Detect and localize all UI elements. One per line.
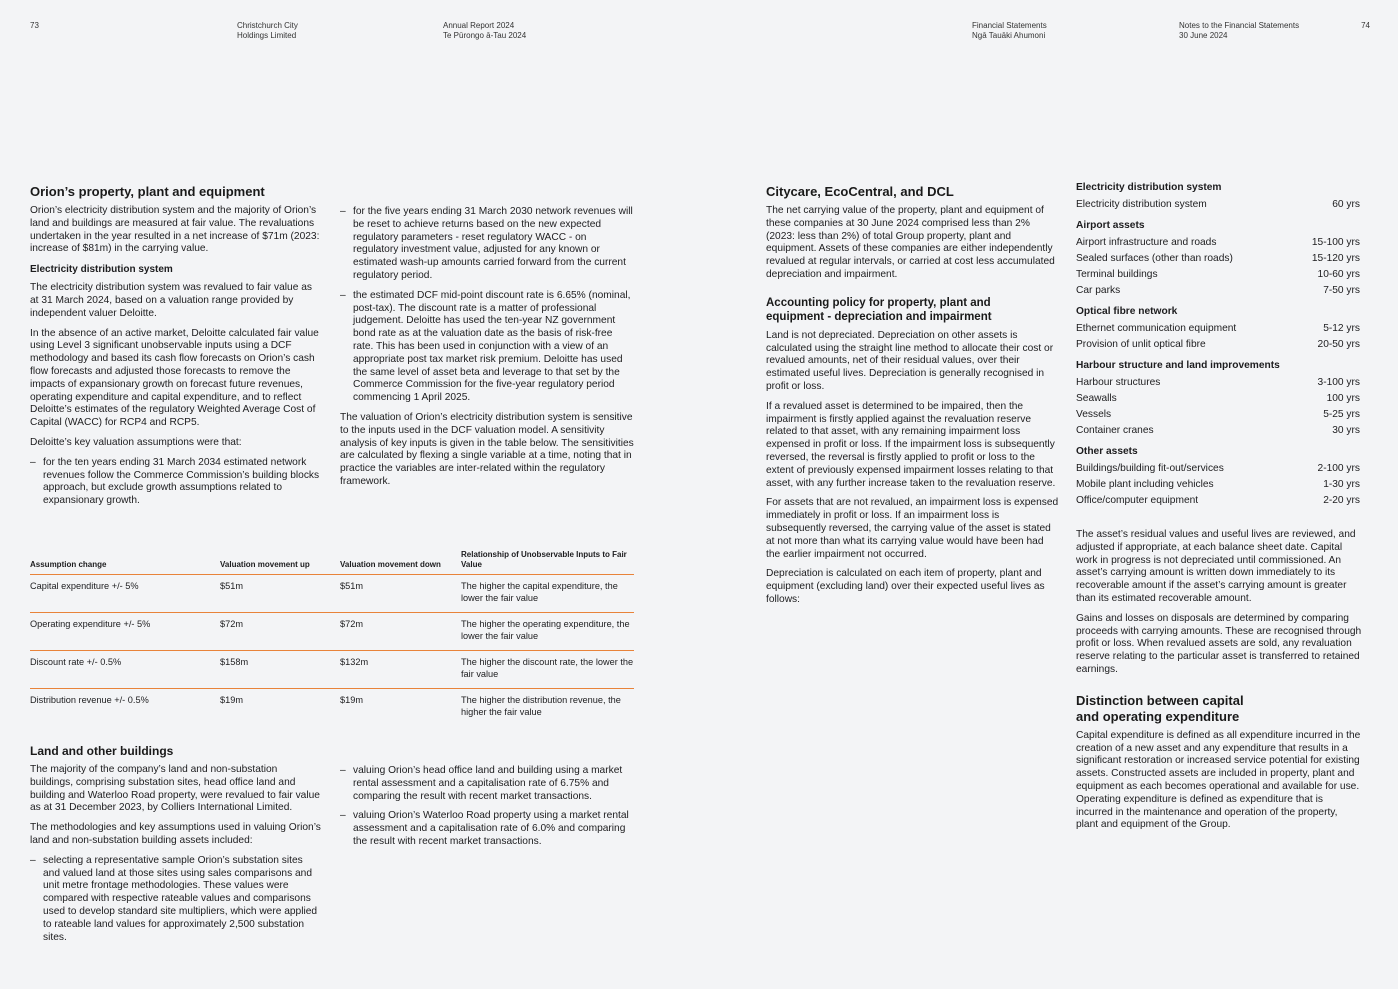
table-row bbox=[30, 651, 634, 689]
table-row bbox=[30, 613, 634, 651]
orion-ppe-heading: Orion’s property, plant and equipment bbox=[30, 184, 265, 199]
citycare-heading: Citycare, EcoCentral, and DCL bbox=[766, 184, 954, 199]
table-cell: $72m bbox=[340, 619, 363, 629]
policy-paragraph-1: Land is not depreciated. Depreciation on other assets is calculated using the straight line method to allocate their cost or revalued amounts, net of their residual values, over their estimated useful lives. Depreciation is generally recognised in profit or loss. bbox=[766, 329, 1054, 392]
asset-life-row: Terminal buildings 10-60 yrs bbox=[1076, 269, 1360, 280]
residual-paragraph-2: Gains and losses on disposals are determined by comparing proceeds with carrying amounts. These are recognised through profit or loss. When revalued assets are sold, any revaluation reserve relating to the particular asset is transferred to retained earnings. bbox=[1076, 612, 1362, 675]
table-cell: Capital expenditure +/- 5% bbox=[30, 581, 139, 591]
citycare-paragraph: The net carrying value of the property, plant and equipment of these companies at 30 June 2024 comprised less than 2% (2023: less than 2%) of total Group property, plant and equipment. Assets of these companies are either independently revalued at regular intervals, or carried at cost less accumulated depreciation and impairment. bbox=[766, 205, 1055, 280]
asset-life-row: Seawalls 100 yrs bbox=[1076, 393, 1360, 404]
table-cell: $19m bbox=[340, 695, 363, 705]
methodology-bullet: – valuing Orion’s Waterloo Road property using a market rental assessment and a capitalisation rate of 6.0% and comparing the result with recent market transactions. bbox=[340, 810, 629, 847]
orion-ppe-section bbox=[30, 184, 322, 515]
policy-heading: Accounting policy for property, plant and equipment - depreciation and impairment bbox=[766, 296, 992, 323]
distinction-heading: Distinction between capital and operating expenditure bbox=[1076, 692, 1244, 724]
land-buildings-column-2 bbox=[340, 765, 634, 856]
asset-life-row: Sealed surfaces (other than roads) 15-120 yrs bbox=[1076, 253, 1360, 264]
table-cell: Distribution revenue +/- 0.5% bbox=[30, 695, 149, 705]
table-cell: The higher the discount rate, the lower the fair value bbox=[461, 657, 634, 679]
assumption-bullet: – for the ten years ending 31 March 2034 estimated network revenues follow the Commerce Commission’s building blocks approach, but exclude growth assumptions related to expansionary growth. bbox=[30, 456, 320, 507]
table-cell: Discount rate +/- 0.5% bbox=[30, 657, 122, 667]
asset-life-row: Harbour structures 3-100 yrs bbox=[1076, 377, 1360, 388]
eds-paragraph-3: Deloitte’s key valuation assumptions were that: bbox=[30, 436, 242, 448]
notes-title: Notes to the Financial Statements 30 June 2024 bbox=[1179, 21, 1300, 40]
table-cell: $51m bbox=[340, 581, 363, 591]
asset-group-heading: Other assets bbox=[1076, 446, 1138, 457]
policy-paragraph-3: For assets that are not revalued, an impairment loss is expensed immediately in profit or loss. If an impairment loss is subsequently reversed, the carrying value of the asset is stated at not more than what its carrying value would have been had the earlier impairment not occurred. bbox=[766, 497, 1059, 560]
right-page-number: 74 bbox=[1361, 21, 1370, 30]
table-row bbox=[30, 689, 634, 726]
table-cell: $19m bbox=[220, 695, 243, 705]
asset-life-row: Mobile plant including vehicles 1-30 yrs bbox=[1076, 479, 1360, 490]
report-title: Annual Report 2024 Te Pūrongo ā-Tau 2024 bbox=[443, 21, 527, 40]
table-header-row bbox=[30, 550, 634, 575]
methodology-bullet: – valuing Orion’s head office land and building using a market rental assessment and a capitalisation rate of 6.75% and comparing the result with recent market transactions. bbox=[340, 765, 623, 802]
asset-life-row: Car parks 7-50 yrs bbox=[1076, 285, 1360, 296]
section-title: Financial Statements Ngā Tauāki Ahumoni bbox=[972, 21, 1047, 40]
policy-paragraph-2: If a revalued asset is determined to be impaired, then the impairment is firstly applied against the revaluation reserve related to that asset, with any remaining impairment loss expensed in profit or loss. If the impairment loss is subsequently reversed, the reversal is firstly applied to profit or loss to the extent of previously expensed impairment losses relating to that asset, with any further increase taken to the revaluation reserve. bbox=[766, 400, 1056, 489]
distinction-paragraph: Capital expenditure is defined as all expenditure incurred in the creation of a new asset and any expenditure that results in a significant restoration or increased service potential for existing assets. Constructed assets are included in property, plant and equipment as each becomes operational and available for use. Operating expenditure is defined as expenditure that is incurred in the maintenance and operation of the property, plant and equipment of the Group. bbox=[1076, 729, 1361, 831]
asset-life-row: Electricity distribution system 60 yrs bbox=[1076, 199, 1360, 210]
asset-life-row: Provision of unlit optical fibre 20-50 yrs bbox=[1076, 339, 1360, 350]
sensitivity-table bbox=[30, 550, 634, 726]
asset-life-row: Ethernet communication equipment 5-12 yrs bbox=[1076, 323, 1360, 334]
useful-lives-list bbox=[1076, 181, 1360, 509]
land-paragraph-1: The majority of the company’s land and non-substation buildings, comprising substation sites, head office land and building and Waterloo Road property, were revalued to fair value as at 31 December 2023, by Colliers International Limited. bbox=[30, 764, 320, 814]
org-name: Christchurch City Holdings Limited bbox=[237, 21, 298, 40]
residual-values-section bbox=[1076, 529, 1362, 839]
table-cell: Operating expenditure +/- 5% bbox=[30, 619, 151, 629]
residual-paragraph-1: The asset’s residual values and useful lives are reviewed, and adjusted if appropriate, at each balance sheet date. Capital work in progress is not depreciated until commissioned. An asset’s carrying amount is written down immediately to its recoverable amount if the asset’s carrying amount is greater than its estimated recoverable amount. bbox=[1076, 529, 1356, 604]
asset-group-heading: Optical fibre network bbox=[1076, 306, 1178, 317]
column-header: Valuation movement up bbox=[220, 560, 310, 569]
eds-heading: Electricity distribution system bbox=[30, 264, 173, 276]
table-cell: $51m bbox=[220, 581, 243, 591]
citycare-section bbox=[766, 184, 1060, 614]
eds-paragraph-1: The electricity distribution system was revalued to fair value as at 31 March 2024, based on a valuation range provided by independent valuer Deloitte. bbox=[30, 282, 312, 319]
asset-life-row: Buildings/building fit-out/services 2-100 yrs bbox=[1076, 463, 1360, 474]
column-header: Valuation movement down bbox=[340, 560, 441, 569]
column-header: Assumption change bbox=[30, 560, 107, 569]
asset-group-heading: Airport assets bbox=[1076, 220, 1145, 231]
table-cell: $132m bbox=[340, 657, 369, 667]
table-cell: The higher the capital expenditure, the lower the fair value bbox=[461, 581, 618, 603]
asset-group-heading: Harbour structure and land improvements bbox=[1076, 360, 1280, 371]
assumption-bullet: – the estimated DCF mid-point discount rate is 6.65% (nominal, post-tax). The discount rate is a matter of professional judgement. Deloitte has used the ten-year NZ government bond rate as at the valuation date as the basis of risk-free rate. This has been used in conjunction with a view of an appropriate post tax market risk premium. Deloitte has used the same level of asset beta and leverage to that set by the Commerce Commission for the five-year regulatory period commencing 1 April 2025. bbox=[340, 289, 631, 404]
asset-group-heading: Electricity distribution system bbox=[1076, 182, 1222, 193]
orion-intro: Orion’s electricity distribution system and the majority of Orion’s land and buildings are measured at fair value. The revaluations undertaken in the year resulted in a net increase of $71m (2023: increase of $81m) in the carrying value. bbox=[30, 205, 320, 255]
assumption-bullet: – for the five years ending 31 March 2030 network revenues will be reset to achieve returns based on the new expected regulatory parameters - reset regulatory WACC - on regulatory investment value, adjusted for any known or estimated wash-up amounts carried forward from the current regulatory period. bbox=[340, 206, 633, 281]
asset-life-row: Airport infrastructure and roads 15-100 yrs bbox=[1076, 237, 1360, 248]
table-cell: The higher the distribution revenue, the higher the fair value bbox=[461, 695, 621, 717]
left-page-number: 73 bbox=[30, 21, 39, 30]
orion-ppe-column-2 bbox=[340, 206, 634, 496]
eds-paragraph-2: In the absence of an active market, Deloitte calculated fair value using Level 3 significant unobservable inputs using a DCF methodology and based its cash flow forecasts on Orion’s cash flow forecasts and adjusted those forecasts to remove the impacts of expansionary growth on forecast future revenues, operating expenditure and capital expenditure, and to reflect Deloitte’s estimates of the regulatory Weighted Average Cost of Capital (WACC) for RCP4 and RCP5. bbox=[30, 327, 319, 429]
asset-life-row: Office/computer equipment 2-20 yrs bbox=[1076, 495, 1360, 506]
table-row bbox=[30, 575, 634, 613]
column-header: Relationship of Unobservable Inputs to Fair Value bbox=[461, 550, 627, 569]
sensitivity-paragraph: The valuation of Orion’s electricity distribution system is sensitive to the inputs used in the DCF valuation model. A sensitivity analysis of key inputs is given in the table below. The sensitivities are calculated by flexing a single variable at a time, noting that in practice the variables are inter-related within the regulatory framework. bbox=[340, 411, 634, 487]
policy-paragraph-4: Depreciation is calculated on each item of property, plant and equipment (excluding land) over their expected useful lives as follows: bbox=[766, 568, 1045, 605]
asset-life-row: Container cranes 30 yrs bbox=[1076, 425, 1360, 436]
land-buildings-section bbox=[30, 743, 322, 951]
land-paragraph-2: The methodologies and key assumptions used in valuing Orion’s land and non-substation building assets included: bbox=[30, 822, 321, 846]
table-cell: $158m bbox=[220, 657, 249, 667]
land-buildings-heading: Land and other buildings bbox=[30, 744, 174, 758]
table-cell: The higher the operating expenditure, the lower the fair value bbox=[461, 619, 630, 641]
table-cell: $72m bbox=[220, 619, 243, 629]
methodology-bullet: – selecting a representative sample Orion’s substation sites and valued land at those sites using sales comparisons and unit metre frontage methodologies. These values were compared with respective rateable values and comparisons used to develop standard site multipliers, which were applied to rateable land values for approximately 2,500 substation sites. bbox=[30, 854, 318, 943]
asset-life-row: Vessels 5-25 yrs bbox=[1076, 409, 1360, 420]
